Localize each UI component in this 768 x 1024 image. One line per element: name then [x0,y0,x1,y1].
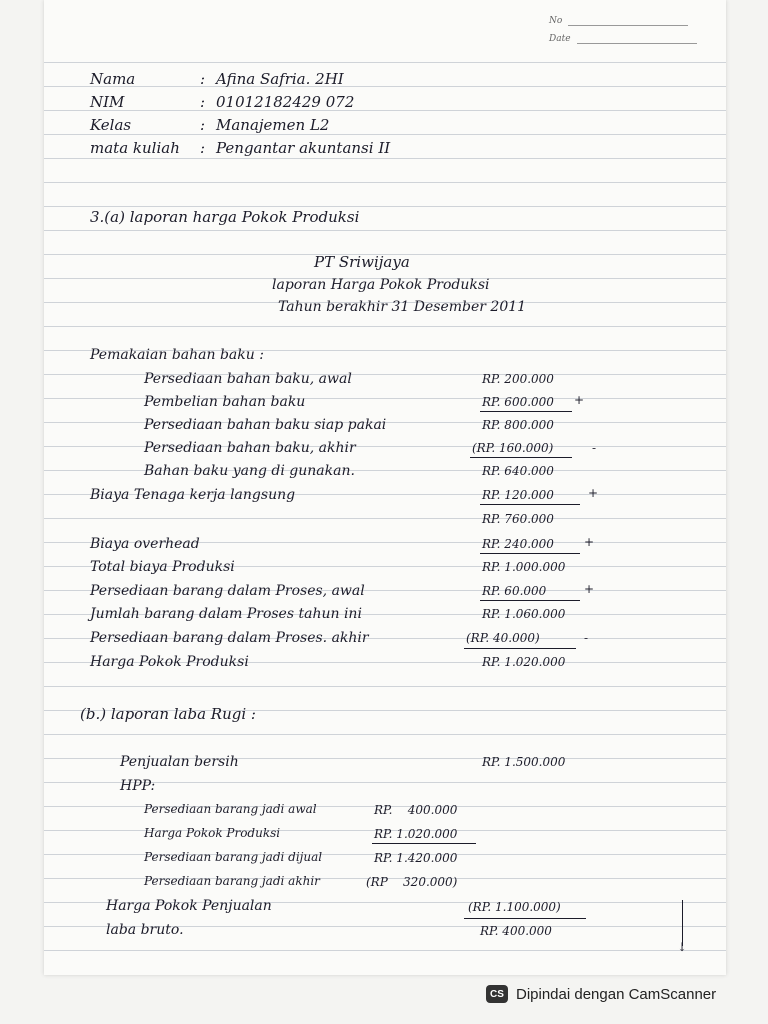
hpp-item-label: Persediaan barang jadi akhir [144,874,320,888]
line-item-amount: RP. 240.000 [482,537,554,551]
identity-label: mata kuliah [90,139,180,157]
identity-label: NIM [90,93,125,111]
ruled-line [44,158,726,159]
line-item-label: Persediaan barang dalam Proses. akhir [90,630,369,646]
identity-colon: : [200,93,206,111]
ruled-line [44,734,726,735]
minus-sign: - [592,441,597,455]
plus-sign: + [574,393,585,407]
line-item-amount: (RP. 40.000) [466,631,540,645]
hpp-item-label: Persediaan barang jadi awal [144,802,317,816]
hpp-item-amount: RP. 1.020.000 [374,827,458,841]
line-item-label: Jumlah barang dalam Proses tahun ini [90,606,362,622]
ruled-line [44,134,726,135]
watermark-text: Dipindai dengan CamScanner [516,985,717,1003]
notebook-page [44,0,726,975]
cogs-label: Harga Pokok Penjualan [106,898,272,914]
ruled-line [44,110,726,111]
underline [480,504,580,505]
underline [480,553,580,554]
ruled-line [44,230,726,231]
identity-colon: : [200,70,206,88]
ruled-line [44,182,726,183]
header-no: No [549,16,688,26]
identity-label: Kelas [90,116,132,134]
underline [480,600,580,601]
net-sales-amount: RP. 1.500.000 [482,755,566,769]
cogs-amount: (RP. 1.100.000) [468,900,561,914]
down-arrow-icon: ↓ [677,940,688,954]
identity-value: Pengantar akuntansi II [216,139,391,157]
camscanner-watermark [486,985,716,1003]
identity-label: Nama [90,70,136,88]
plus-sign: + [588,486,599,500]
identity-colon: : [200,116,206,134]
identity-colon: : [200,139,206,157]
hpp-label: HPP: [120,778,156,794]
labor-amount: RP. 120.000 [482,488,554,502]
line-item-amount: RP. 200.000 [482,372,554,386]
report-period: Tahun berakhir 31 Desember 2011 [278,299,527,315]
line-item-amount: RP. 1.000.000 [482,560,566,574]
line-item-amount: RP. 640.000 [482,464,554,478]
line-item-label: Persediaan bahan baku, awal [144,371,352,387]
line-item-label: Persediaan barang dalam Proses, awal [90,583,365,599]
ruled-line [44,206,726,207]
ruled-line [44,326,726,327]
line-item-label: Persediaan bahan baku siap pakai [144,417,387,433]
line-item-amount: RP. 600.000 [482,395,554,409]
camscanner-logo-icon: CS [486,985,508,1003]
underline [464,648,576,649]
identity-value: Manajemen L2 [216,116,330,134]
line-item-amount: RP. 800.000 [482,418,554,432]
company-name: PT Sriwijaya [314,253,410,271]
section-b-heading: (b.) laporan laba Rugi : [80,705,256,723]
underline [464,918,586,919]
identity-value: 01012182429 072 [216,93,355,111]
identity-value: Afina Safria. 2HI [216,70,344,88]
line-item-amount: RP. 1.020.000 [482,655,566,669]
line-item-label: Persediaan bahan baku, akhir [144,440,356,456]
labor-label: Biaya Tenaga kerja langsung [90,487,296,503]
minus-sign: - [584,631,589,645]
line-item-label: Biaya overhead [90,536,200,552]
plus-sign: + [584,582,595,596]
line-item-amount: RP. 60.000 [482,584,547,598]
gross-profit-amount: RP. 400.000 [480,924,552,938]
ruled-line [44,686,726,687]
net-sales-label: Penjualan bersih [120,754,239,770]
line-item-amount: (RP. 160.000) [472,441,554,455]
hpp-item-amount: (RP 320.000) [366,875,458,889]
ruled-line [44,950,726,951]
line-item-label: Total biaya Produksi [90,559,235,575]
line-item-label: Bahan baku yang di gunakan. [144,463,355,479]
subtotal-amount: RP. 760.000 [482,512,554,526]
underline [372,843,476,844]
hpp-item-label: Harga Pokok Produksi [144,826,281,840]
raw-material-label: Pemakaian bahan baku : [90,347,264,363]
hpp-item-label: Persediaan barang jadi dijual [144,850,323,864]
plus-sign: + [584,535,595,549]
line-item-label: Harga Pokok Produksi [90,654,249,670]
section-a-heading: 3.(a) laporan harga Pokok Produksi [90,208,360,226]
ruled-line [44,62,726,63]
header-date: Date [549,34,697,44]
ruled-line [44,518,726,519]
underline [480,411,572,412]
hpp-item-amount: RP. 1.420.000 [374,851,458,865]
line-item-label: Pembelian bahan baku [144,394,306,410]
line-item-amount: RP. 1.060.000 [482,607,566,621]
underline [470,457,572,458]
gross-profit-label: laba bruto. [106,922,184,938]
ruled-line [44,86,726,87]
hpp-item-amount: RP. 400.000 [374,803,458,817]
report-title: laporan Harga Pokok Produksi [272,277,490,293]
